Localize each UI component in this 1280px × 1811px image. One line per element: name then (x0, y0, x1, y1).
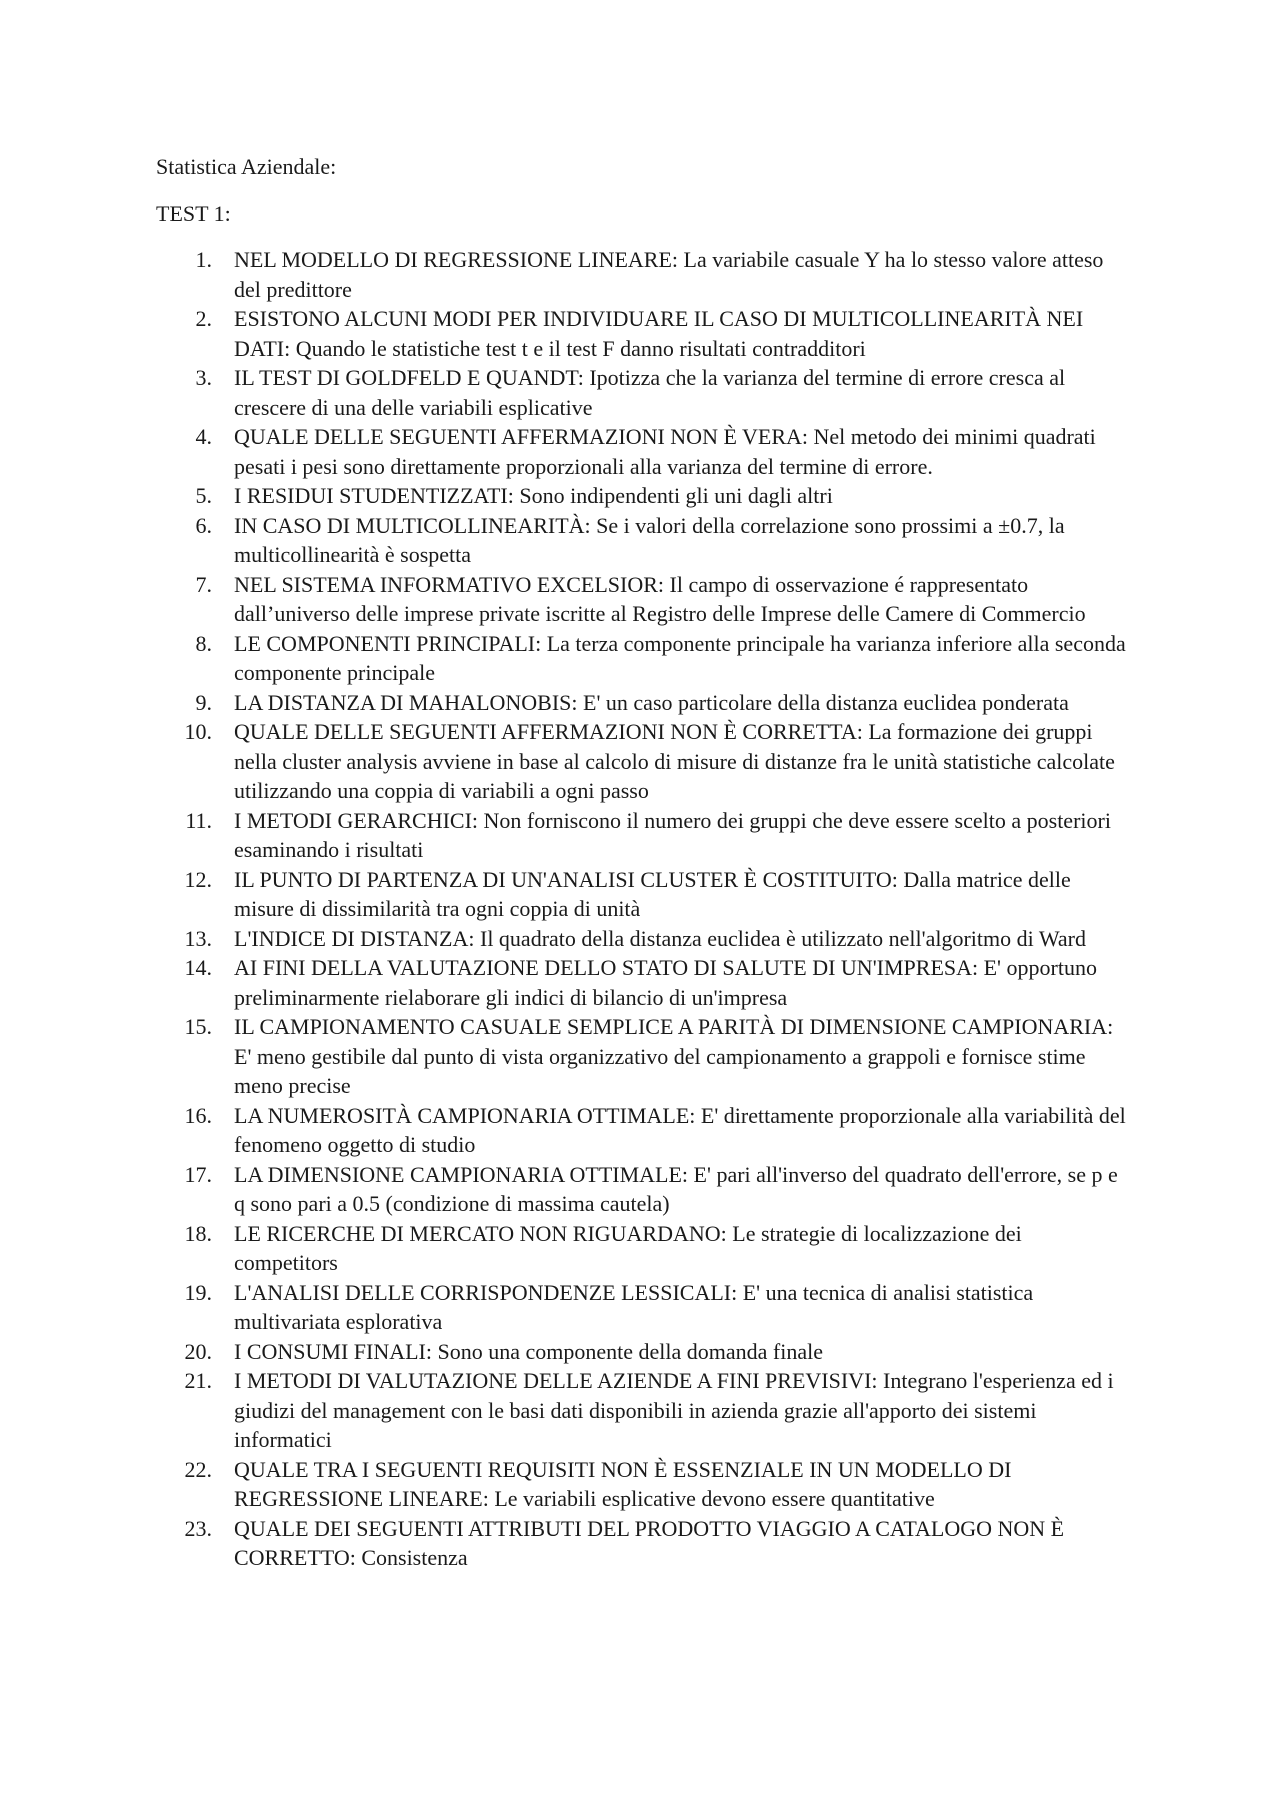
item-text: I METODI GERARCHICI: Non forniscono il numero dei gruppi che deve essere scelto a posteriori esaminando i risultati (234, 807, 1111, 862)
item-text: LE COMPONENTI PRINCIPALI: La terza componente principale ha varianza inferiore alla seconda componente principale (234, 630, 1126, 685)
item-text: IL CAMPIONAMENTO CASUALE SEMPLICE A PARITÀ DI DIMENSIONE CAMPIONARIA: E' meno gestibile dal punto di vista organizzativo del campionamento a grappoli e fornisce stime meno precise (234, 1014, 1114, 1098)
item-number: 10. (184, 719, 212, 744)
item-text: IL TEST DI GOLDFELD E QUANDT: Ipotizza che la varianza del termine di errore cresca al crescere di una delle variabili esplicative (234, 365, 1066, 420)
list-item (156, 953, 1126, 1012)
list-item (156, 1455, 1126, 1514)
item-number: 18. (184, 1220, 212, 1246)
item-number: 2. (195, 306, 212, 331)
item-number: 9. (195, 689, 212, 715)
item-number: 20. (184, 1338, 212, 1364)
list-item (156, 629, 1126, 688)
item-text: NEL MODELLO DI REGRESSIONE LINEARE: La variabile casuale Y ha lo stesso valore atteso del predittore (234, 247, 1104, 302)
list-item (156, 1278, 1126, 1337)
item-number: 6. (195, 512, 212, 538)
document-body (156, 152, 1126, 1573)
item-text: LA DIMENSIONE CAMPIONARIA OTTIMALE: E' pari all'inverso del quadrato dell'errore, se p e q sono pari a 0.5 (condizione di massima cautela) (234, 1161, 1118, 1216)
section-heading: TEST 1: (156, 200, 231, 226)
item-number: 19. (184, 1279, 212, 1305)
item-text: QUALE TRA I SEGUENTI REQUISITI NON È ESSENZIALE IN UN MODELLO DI REGRESSIONE LINEARE: Le variabili esplicative devono essere quantitative (234, 1456, 1012, 1511)
item-number: 14. (184, 955, 212, 980)
item-number: 12. (184, 866, 212, 892)
list-item (156, 1012, 1126, 1101)
list-item (156, 1514, 1126, 1573)
item-number: 8. (195, 630, 212, 656)
item-text: I METODI DI VALUTAZIONE DELLE AZIENDE A FINI PREVISIVI: Integrano l'esperienza ed i giudizi del management con le basi dati disponibili in azienda grazie all'apporto dei sistemi informatici (234, 1368, 1114, 1452)
item-number: 11. (185, 807, 212, 833)
item-number: 17. (184, 1161, 212, 1187)
list-item (156, 806, 1126, 865)
item-text: IN CASO DI MULTICOLLINEARITÀ: Se i valori della correlazione sono prossimi a ±0.7, la multicollinearità è sospetta (234, 512, 1065, 567)
list-item (156, 1219, 1126, 1278)
item-number: 3. (195, 365, 212, 390)
item-text: QUALE DELLE SEGUENTI AFFERMAZIONI NON È VERA: Nel metodo dei minimi quadrati pesati i pesi sono direttamente proporzionali alla varianza del termine di errore. (234, 424, 1096, 479)
item-text: L'ANALISI DELLE CORRISPONDENZE LESSICALI: E' una tecnica di analisi statistica multivariata esplorativa (234, 1279, 1034, 1334)
item-text: L'INDICE DI DISTANZA: Il quadrato della distanza euclidea è utilizzato nell'algoritmo di Ward (234, 925, 1086, 951)
item-text: QUALE DEI SEGUENTI ATTRIBUTI DEL PRODOTTO VIAGGIO A CATALOGO NON È CORRETTO: Consistenza (234, 1515, 1065, 1570)
list-item (156, 1366, 1126, 1455)
item-number: 22. (184, 1456, 212, 1482)
item-text: QUALE DELLE SEGUENTI AFFERMAZIONI NON È CORRETTA: La formazione dei gruppi nella cluster analysis avviene in base al calcolo di misure di distanze fra le unità statistiche calcolate utilizzando una coppia di variabili a ogni passo (234, 719, 1115, 803)
list-item (156, 304, 1126, 363)
list-item (156, 481, 1126, 511)
item-number: 13. (184, 925, 212, 951)
question-list (156, 245, 1126, 1573)
list-item (156, 1337, 1126, 1367)
item-text: LA NUMEROSITÀ CAMPIONARIA OTTIMALE: E' direttamente proporzionale alla variabilità del fenomeno oggetto di studio (234, 1102, 1126, 1157)
item-number: 1. (195, 247, 212, 272)
item-text: NEL SISTEMA INFORMATIVO EXCELSIOR: Il campo di osservazione é rappresentato dall’universo delle imprese private iscritte al Registro delle Imprese delle Camere di Commercio (234, 571, 1086, 626)
list-item (156, 363, 1126, 422)
item-text: ESISTONO ALCUNI MODI PER INDIVIDUARE IL CASO DI MULTICOLLINEARITÀ NEI DATI: Quando le statistiche test t e il test F danno risultati contradditori (234, 306, 1084, 361)
item-text: LA DISTANZA DI MAHALONOBIS: E' un caso particolare della distanza euclidea ponderata (234, 689, 1069, 715)
list-item (156, 245, 1126, 304)
item-text: I RESIDUI STUDENTIZZATI: Sono indipendenti gli uni dagli altri (234, 483, 833, 508)
list-item (156, 1101, 1126, 1160)
item-number: 23. (184, 1515, 212, 1541)
item-number: 5. (195, 483, 212, 508)
item-text: IL PUNTO DI PARTENZA DI UN'ANALISI CLUSTER È COSTITUITO: Dalla matrice delle misure di dissimilarità tra ogni coppia di unità (234, 866, 1071, 921)
document-title: Statistica Aziendale: (156, 154, 337, 179)
list-item (156, 865, 1126, 924)
item-number: 16. (184, 1102, 212, 1128)
item-text: AI FINI DELLA VALUTAZIONE DELLO STATO DI SALUTE DI UN'IMPRESA: E' opportuno preliminarmente rielaborare gli indici di bilancio di un'impresa (234, 955, 1097, 1010)
item-text: I CONSUMI FINALI: Sono una componente della domanda finale (234, 1338, 823, 1364)
list-item (156, 688, 1126, 718)
list-item (156, 511, 1126, 570)
item-number: 7. (195, 571, 212, 597)
list-item (156, 717, 1126, 806)
list-item (156, 422, 1126, 481)
list-item (156, 570, 1126, 629)
list-item (156, 1160, 1126, 1219)
item-text: LE RICERCHE DI MERCATO NON RIGUARDANO: Le strategie di localizzazione dei competitors (234, 1220, 1022, 1275)
item-number: 15. (184, 1014, 212, 1039)
item-number: 4. (195, 424, 212, 449)
item-number: 21. (184, 1368, 212, 1393)
list-item (156, 924, 1126, 954)
